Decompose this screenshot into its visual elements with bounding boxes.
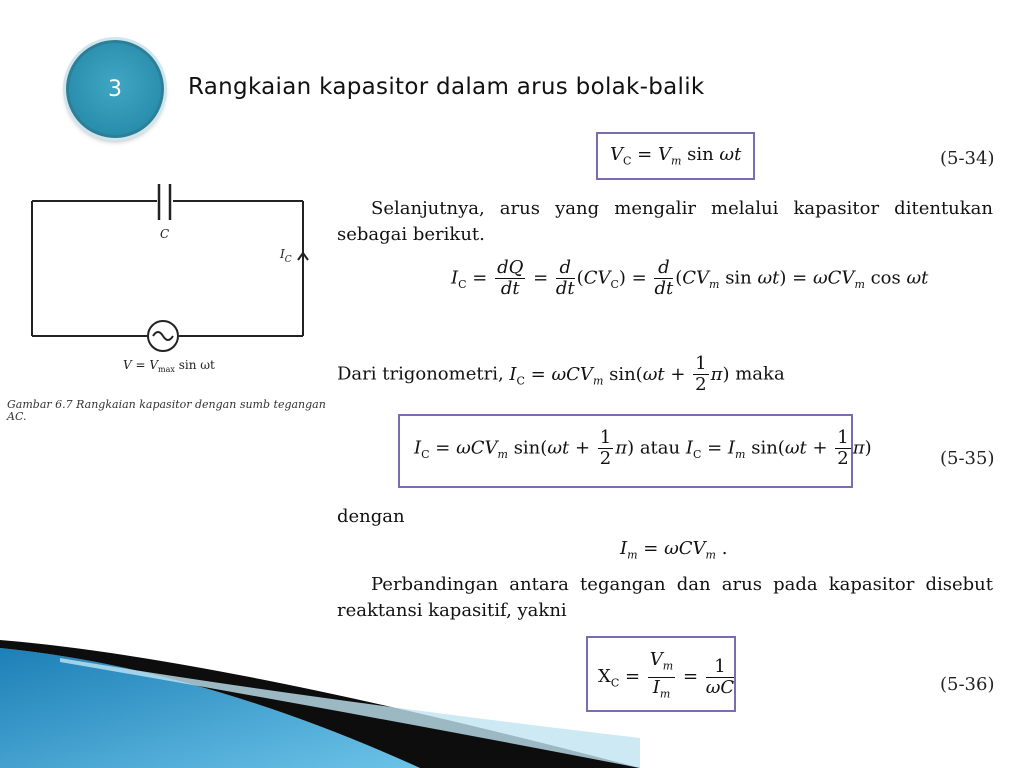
- equation-im: $I_m = \omega CV_m$ .: [620, 538, 728, 562]
- equation-number: (5-34): [940, 148, 995, 169]
- decorative-swoosh: [0, 628, 640, 768]
- slide-title: Rangkaian kapasitor dalam arus bolak-balik: [188, 74, 705, 100]
- slide-number-badge: [66, 40, 164, 138]
- equation-number: (5-36): [940, 674, 995, 695]
- equation-vc: $V_C = V_m$ sin ωt: [596, 132, 755, 180]
- word-dengan: dengan: [337, 506, 405, 527]
- slide-number: 3: [108, 77, 122, 102]
- source-label: $V = V_{max}$ sin ωt: [123, 358, 215, 374]
- paragraph-current: Selanjutnya, arus yang mengalir melalui kapasitor ditentukan sebagai berikut.: [337, 198, 993, 245]
- equation-ic-sine: $I_C = \omega CV_m$ sin(ωt + $\frac{1}{2}$ π) atau $I_C = I_m$ sin(ωt + $\frac{1}{2}$ π): [398, 414, 853, 488]
- capacitor-label: C: [160, 227, 170, 241]
- equation-number: (5-35): [940, 448, 995, 469]
- equation-ic-derivative: $I_C$ = $\frac{dQ}{dt}$ = $\frac{d}{dt}$ $(CV_C)$ = $\frac{d}{dt}$ ($CV_m$ sin ωt) = ωCV$_m$ cos ωt: [451, 257, 929, 299]
- equation-xc: $X_C$ = $\frac{V_m}{I_m}$ = $\frac{1}{\omega C}$: [586, 636, 736, 712]
- current-label: $I_C$: [280, 247, 292, 265]
- paragraph-reactance: Perbandingan antara tegangan dan arus pada kapasitor disebut reaktansi kapasitif, yakni: [337, 574, 993, 621]
- figure-caption: Gambar 6.7 Rangkaian kapasitor dengan sumb tegangan AC.: [7, 398, 326, 423]
- paragraph-trig: Dari trigonometri, $I_C = \omega CV_m$ sin(ωt + $\frac{1}{2}$ π) maka: [337, 353, 785, 395]
